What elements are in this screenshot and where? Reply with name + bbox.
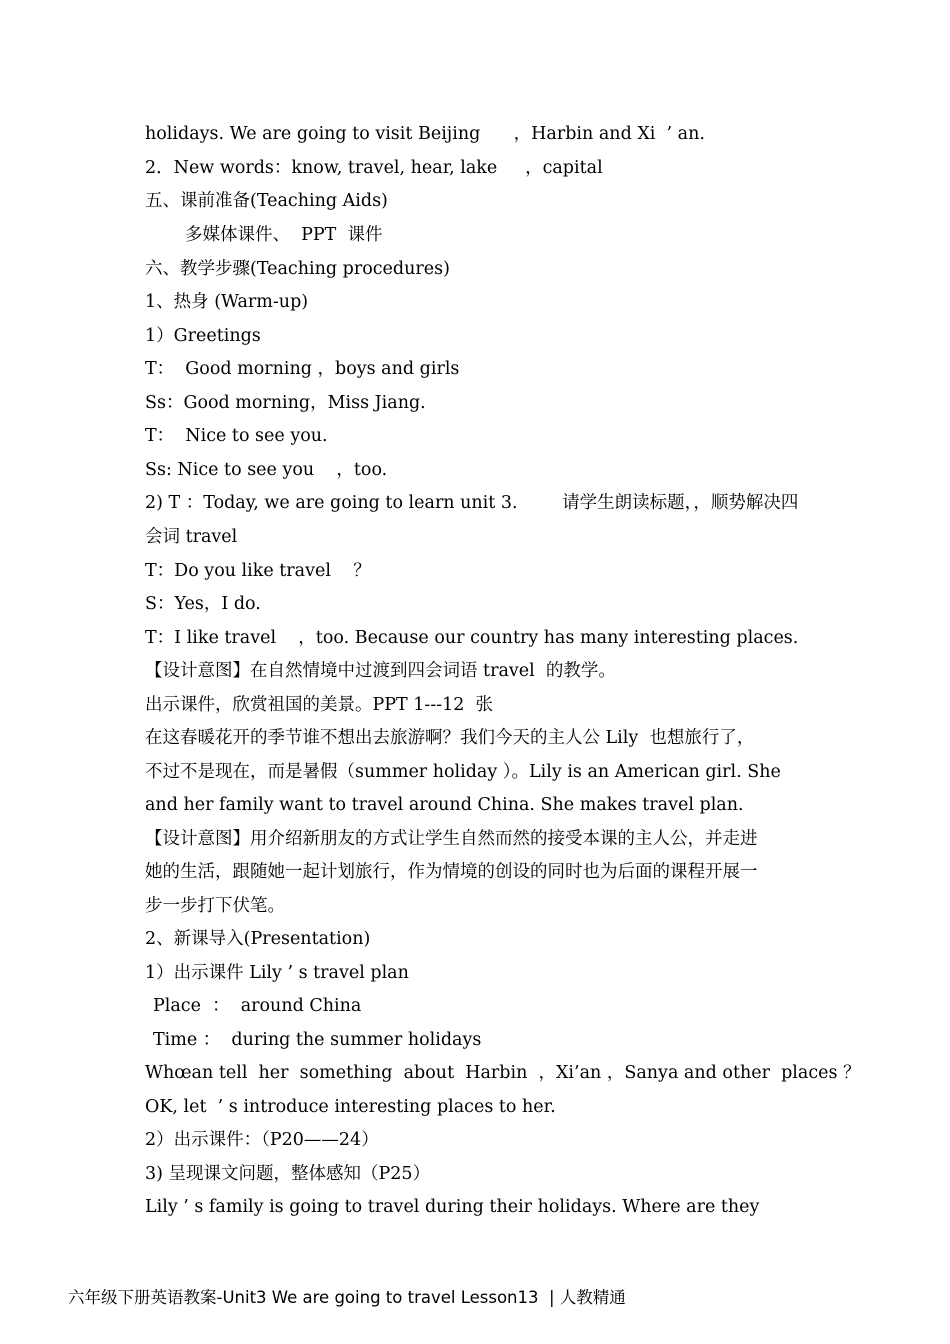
subheading-presentation: 2、新课导入(Presentation) <box>145 929 371 949</box>
dialogue-line-3: T： Nice to see you. <box>145 426 328 446</box>
text-line-12: 2) T ：Today, we are going to learn unit 3. 请学生朗读标题，，顺势解决四 <box>145 493 799 513</box>
text-line-23: 她的生活，跟随她一起计划旅行，作为情境的创设的同时也为后面的课程开展一 <box>145 862 758 882</box>
text-line-31: 2）出示课件：（P20——24） <box>145 1130 379 1150</box>
design-intent-2: 【设计意图】用介绍新朋友的方式让学生自然而然的接受本课的主人公，并走进 <box>145 829 758 849</box>
text-line-30: OK, let ’ s introduce interesting places to her. <box>145 1097 556 1117</box>
dialogue-line-2: Ss：Good morning，Miss Jiang. <box>145 393 426 413</box>
plan-place: Place ： around China <box>153 996 362 1016</box>
page-footer: 六年级下册英语教案-Unit3 We are going to travel Lesson13 | 人教精通 <box>68 1288 626 1307</box>
dialogue-line-6: S：Yes，I do. <box>145 594 261 614</box>
text-line-13: 会词 travel <box>145 527 238 547</box>
design-intent-1: 【设计意图】在自然情境中过渡到四会词语 travel 的教学。 <box>145 661 616 681</box>
dialogue-line-4: Ss: Nice to see you ，too. <box>145 460 388 480</box>
text-line-33: Lily ’ s family is going to travel during their holidays. Where are they <box>145 1197 760 1217</box>
dialogue-line-7: T：I like travel ，too. Because our country has many interesting places. <box>145 628 799 648</box>
dialogue-line-1: T： Good morning ，boys and girls <box>145 359 460 379</box>
subheading-warm-up: 1、热身 (Warm-up) <box>145 292 309 312</box>
section-heading-procedures: 六、教学步骤(Teaching procedures) <box>145 259 450 279</box>
text-line-19: 在这春暖花开的季节谁不想出去旅游啊？我们今天的主人公 Lily 也想旅行了， <box>145 728 755 748</box>
text-line-29: Whœan tell her something about Harbin ，Xi’an ，Sanya and other places ？ <box>145 1063 861 1083</box>
dialogue-line-5: T：Do you like travel ？ <box>145 561 371 581</box>
section-heading-teaching-aids: 五、课前准备(Teaching Aids) <box>145 191 388 211</box>
text-line-1: holidays. We are going to visit Beijing ，Harbin and Xi ’ an. <box>145 124 705 144</box>
text-line-18: 出示课件，欣赏祖国的美景。PPT 1---12 张 <box>145 695 494 715</box>
text-line-20: 不过不是现在，而是暑假（summer holiday ）。Lily is an American girl. She <box>145 762 781 782</box>
text-line-21: and her family want to travel around China. She makes travel plan. <box>145 795 744 815</box>
text-line-4: 多媒体课件、 PPT 课件 <box>185 225 383 245</box>
text-line-7: 1）Greetings <box>145 326 261 346</box>
text-line-26: 1）出示课件 Lily ’ s travel plan <box>145 963 409 983</box>
text-line-24: 步一步打下伏笔。 <box>145 896 285 916</box>
text-line-32: 3) 呈现课文问题，整体感知（P25） <box>145 1164 431 1184</box>
text-line-2: 2．New words：know, travel, hear, lake ，capital <box>145 158 603 178</box>
plan-time: Time ： during the summer holidays <box>153 1030 482 1050</box>
